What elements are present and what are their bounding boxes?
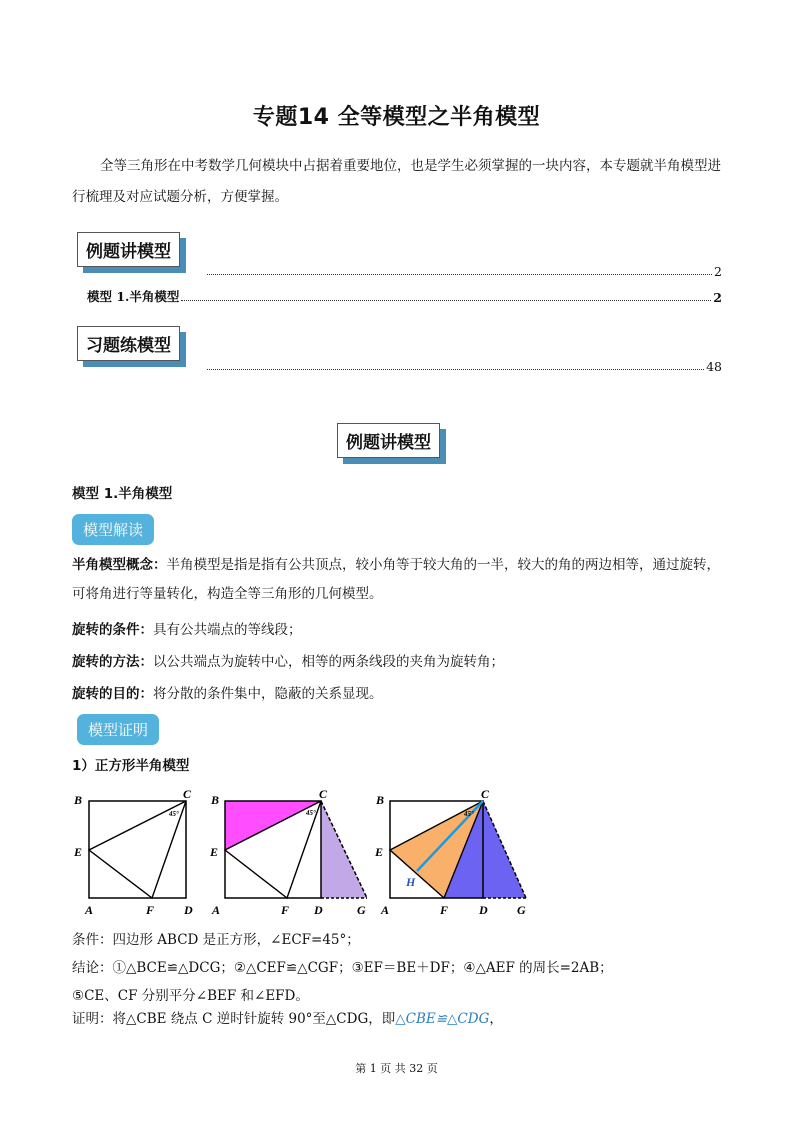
label-angle: 45°	[169, 810, 179, 818]
label-C: C	[319, 787, 328, 801]
label-A: A	[85, 903, 94, 917]
label-B: B	[211, 793, 220, 807]
label-A: A	[212, 903, 221, 917]
conclusion-line-1: 结论：①△BCE≌△DCG；②△CEF≌△CGF；③EF＝BE＋DF；④△AEF 的周长=2AB；	[72, 960, 613, 976]
label-E: E	[375, 845, 384, 859]
figure-1-square	[72, 784, 202, 920]
proof-line	[72, 1005, 724, 1034]
toc-page-number: 2	[714, 264, 722, 279]
figure-3-proof	[372, 784, 537, 920]
toc-model1-label: 模型 1.半角模型	[87, 289, 180, 304]
toc-page-number: 2	[713, 290, 722, 305]
cond-text: 具有公共端点的等线段；	[153, 622, 302, 638]
method-paragraph	[72, 648, 724, 677]
concept-paragraph	[72, 551, 724, 609]
method-text: 以公共端点为旋转中心，相等的两条线段的夹角为旋转角；	[153, 654, 504, 670]
figure-2-rotation	[207, 784, 377, 920]
intro-paragraph: 全等三角形在中考数学几何模块中占据着重要地位，也是学生必须掌握的一块内容，本专题就半角模型进行梳理及对应试题分析，方便掌握。	[72, 158, 721, 205]
page-title: 专题14 全等模型之半角模型	[252, 105, 541, 130]
label-G: G	[517, 903, 526, 917]
sub1-title: 1）正方形半角模型	[72, 758, 190, 774]
toc-page-number: 48	[706, 359, 722, 374]
label-F: F	[440, 903, 449, 917]
model-title: 模型 1.半角模型	[72, 486, 173, 502]
label-F: F	[146, 903, 155, 917]
label-D: D	[184, 903, 193, 917]
label-E: E	[210, 845, 219, 859]
purpose-text: 将分散的条件集中，隐蔽的关系显现。	[153, 686, 383, 702]
toc-dots	[207, 274, 712, 275]
section-heading: 例题讲模型	[337, 423, 440, 458]
toc-entry-exercises[interactable]	[205, 359, 722, 374]
purpose-label: 旋转的目的：	[72, 686, 153, 702]
label-B: B	[74, 793, 83, 807]
condition-line: 条件：四边形 ABCD 是正方形，∠ECF=45°；	[72, 932, 360, 948]
proof-prefix: 证明：将△CBE 绕点 C 逆时针旋转 90°至△CDG，即	[72, 1011, 396, 1027]
label-angle: 45°	[306, 809, 316, 817]
method-label: 旋转的方法：	[72, 654, 153, 670]
label-H: H	[406, 875, 416, 889]
pill-model-proof: 模型证明	[77, 714, 159, 745]
toc-dots	[207, 369, 704, 370]
conclusion-line-2: ⑤CE、CF 分别平分∠BEF 和∠EFD。	[72, 988, 309, 1004]
toc-heading-examples[interactable]: 例题讲模型	[77, 232, 180, 267]
cond-label: 旋转的条件：	[72, 622, 153, 638]
toc-entry-examples[interactable]	[205, 264, 722, 279]
label-F: F	[281, 903, 290, 917]
label-E: E	[74, 845, 83, 859]
purpose-paragraph	[72, 680, 724, 709]
concept-label: 半角模型概念：	[72, 557, 167, 573]
label-B: B	[376, 793, 385, 807]
proof-congruence: △CBE≌△CDG	[395, 1011, 490, 1027]
label-angle: 45°	[464, 810, 474, 818]
label-C: C	[481, 787, 490, 801]
condition-paragraph	[72, 616, 724, 645]
label-C: C	[183, 787, 192, 801]
toc-heading-exercises[interactable]: 习题练模型	[77, 326, 180, 361]
toc-dots	[181, 300, 711, 301]
label-D: D	[314, 903, 323, 917]
page-footer: 第 1 页 共 32 页	[355, 1062, 438, 1075]
concept-text: 半角模型是指是指有公共顶点，较小角等于较大角的一半，较大的角的两边相等，通过旋转，可将角进行等量转化，构造全等三角形的几何模型。	[72, 557, 720, 602]
pill-model-interpret: 模型解读	[72, 514, 154, 545]
label-G: G	[357, 903, 366, 917]
label-A: A	[381, 903, 390, 917]
proof-suffix: ，	[489, 1011, 503, 1027]
label-D: D	[479, 903, 488, 917]
toc-entry-model1[interactable]	[87, 287, 722, 305]
